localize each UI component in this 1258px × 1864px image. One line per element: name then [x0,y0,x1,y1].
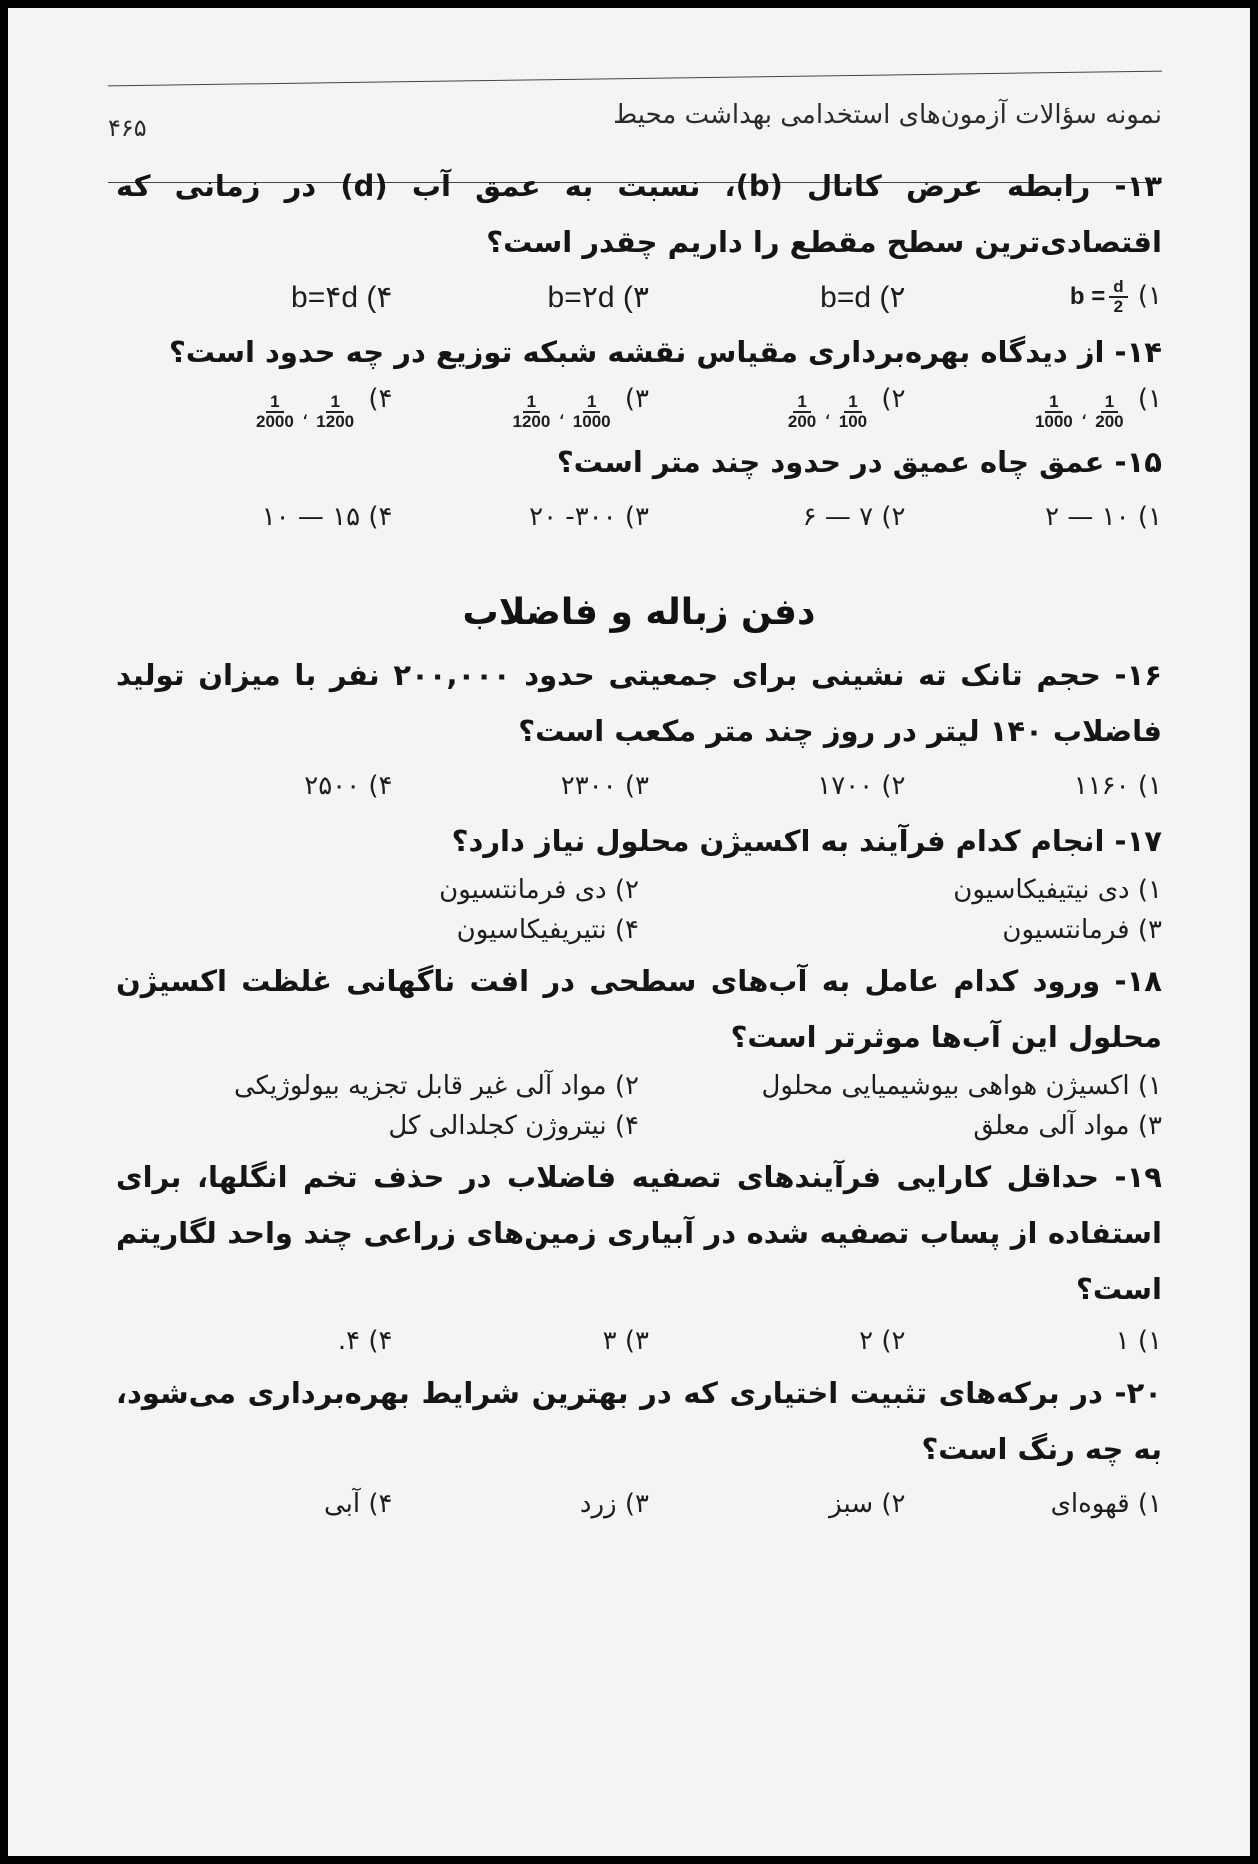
section-heading: دفن زباله و فاضلاب [462,592,816,633]
question-17: ۱۷- انجام کدام فرآیند به اکسیژن محلول نیاز دارد؟ [451,824,1162,858]
question-13-options [116,270,1162,324]
q13-option-4: b=۴d (۴ [291,280,393,314]
q17-option-4: ۴) نتیریفیکاسیون [456,915,639,945]
q14-option-2-scales [782,393,873,431]
fraction-denominator: 200 [1095,411,1124,431]
question-18: ۱۸- ورود کدام عامل به آب‌های سطحی در افت ناگهانی غلظت اکسیژن محلول این آب‌ها موثرتر است؟ [116,964,1162,1054]
question-17-options [116,875,1162,945]
scale-fraction [508,393,554,431]
scale-fraction [252,393,298,431]
q15-option-2: ۲) ۷ — ۶ [802,502,906,532]
scale-separator: ، [301,399,309,424]
fraction-numerator: 1 [1045,393,1062,413]
fraction-denominator: 1000 [1034,411,1073,431]
q14-option-2-number: ۲) [881,383,906,414]
scale-fraction [1091,393,1127,431]
q19-option-3: ۳) ۳ [602,1326,649,1356]
question-19: ۱۹- حداقل کارایی فرآیندهای تصفیه فاضلاب در حذف تخم انگلها، برای استفاده از پساب تصفیه شده در آبیاری زمین‌های زراعی چند واحد لگاریتم است؟ [116,1160,1162,1306]
fraction-numerator: 1 [793,393,810,413]
running-header-title: نمونه سؤالات آزمون‌های استخدامی بهداشت محیط [613,100,1162,130]
fraction-numerator: 1 [844,393,861,413]
q13-option-2: b=d (۲ [820,280,906,314]
question-14-options [116,380,1162,434]
q14-option-1 [906,384,1163,431]
q19-option-1: ۱) ۱ [1115,1326,1162,1356]
q16-option-2: ۲) ۱۷۰۰ [817,771,906,801]
fraction-numerator: 1 [583,393,600,413]
fraction-numerator: 1 [266,393,283,413]
q16-option-3: ۳) ۲۳۰۰ [560,771,649,801]
fraction-denominator: 2 [1113,297,1124,316]
q17-option-1: ۱) دی نیتیفیکاسیون [953,875,1162,905]
q18-option-1: ۱) اکسیژن هواهی بیوشیمیایی محلول [761,1071,1162,1101]
q20-option-1: ۱) قهوه‌ای [1050,1489,1162,1519]
fraction-denominator: 100 [838,411,868,431]
scale-separator: ، [1080,399,1088,424]
q13-option-1-lhs: b = [1069,283,1106,310]
question-16-options [116,759,1162,813]
q14-option-1-scales [1029,393,1130,431]
q18-option-2: ۲) مواد آلی غیر قابل تجزیه بیولوژیکی [234,1071,639,1101]
fraction-denominator: 1000 [572,411,611,431]
q14-option-4 [136,384,393,431]
question-14: ۱۴- از دیدگاه بهره‌برداری مقیاس نقشه شبکه توزیع در چه حدود است؟ [168,335,1162,369]
fraction-denominator: 200 [787,411,817,431]
q15-option-3: ۳) ۳۰۰- ۲۰ [529,502,649,532]
q17-option-2: ۲) دی فرمانتسیون [439,875,639,905]
q14-option-1-number: ۱) [1137,383,1162,414]
fraction-numerator: 1 [326,393,343,413]
book-page [8,8,1250,1856]
q13-option-1-number: ۱) [1137,281,1162,311]
q16-option-4: ۴) ۲۵۰۰ [304,771,393,801]
q17-option-3: ۳) فرمانتسیون [1002,915,1162,945]
question-13: ۱۳- رابطه عرض کانال (b)، نسبت به عمق آب (d) در زمانی که اقتصادی‌ترین سطح مقطع را داریم چقدر است؟ [116,169,1162,259]
page-number: ۴۶۵ [108,114,147,142]
fraction-numerator: d [1109,278,1127,298]
q13-option-1-fraction [1109,278,1127,316]
question-19-options [116,1317,1162,1365]
scale-separator: ، [824,399,831,424]
page-content [116,158,1162,1531]
q20-option-3: ۳) زرد [579,1489,649,1519]
fraction-numerator: 1 [523,393,540,413]
fraction-denominator: 1200 [512,411,551,431]
question-15-options [116,490,1162,544]
q14-option-3-scales [506,393,616,431]
scale-separator: ، [558,399,565,424]
question-15: ۱۵- عمق چاه عمیق در حدود چند متر است؟ [556,445,1162,479]
question-18-options [116,1071,1162,1141]
q13-option-1-formula [1070,278,1130,316]
q20-option-4: ۴) آبی [323,1489,393,1519]
fraction-numerator: 1 [1101,393,1118,413]
q13-option-1 [906,278,1163,316]
q14-option-4-number: ۴) [368,383,393,414]
scale-fraction [784,393,820,431]
q16-option-1: ۱) ۱۱۶۰ [1073,771,1162,801]
fraction-denominator: 1200 [316,411,355,431]
question-20: ۲۰- در برکه‌های تثبیت اختیاری که در بهترین شرایط بهره‌برداری می‌شود، به چه رنگ است؟ [116,1376,1162,1466]
q14-option-2 [649,384,906,431]
q15-option-1: ۱) ۱۰ — ۲ [1045,502,1162,532]
q13-option-3: b=۲d (۳ [547,280,649,314]
scale-fraction [312,393,358,431]
scale-fraction [1031,393,1077,431]
q14-option-3 [393,384,650,431]
running-header [108,96,1162,144]
fraction-denominator: 2000 [255,411,294,431]
q18-option-4: ۴) نیتروژن کجلدالی کل [388,1111,639,1141]
q14-option-3-number: ۳) [624,383,649,414]
q15-option-4: ۴) ۱۵ — ۱۰ [261,502,393,532]
q19-option-2: ۲) ۲ [859,1326,906,1356]
question-20-options [116,1477,1162,1531]
header-rule [108,71,1162,87]
q19-option-4: ۴) ۴. [337,1326,393,1356]
q20-option-2: ۲) سبز [829,1489,906,1519]
scale-fraction [569,393,615,431]
q14-option-4-scales [250,393,360,431]
q18-option-3: ۳) مواد آلی معلق [973,1111,1162,1141]
scale-fraction [835,393,871,431]
question-16: ۱۶- حجم تانک ته نشینی برای جمعیتی حدود ۲۰۰,۰۰۰ نفر با میزان تولید فاضلاب ۱۴۰ لیتر در روز چند متر مکعب است؟ [116,658,1162,748]
